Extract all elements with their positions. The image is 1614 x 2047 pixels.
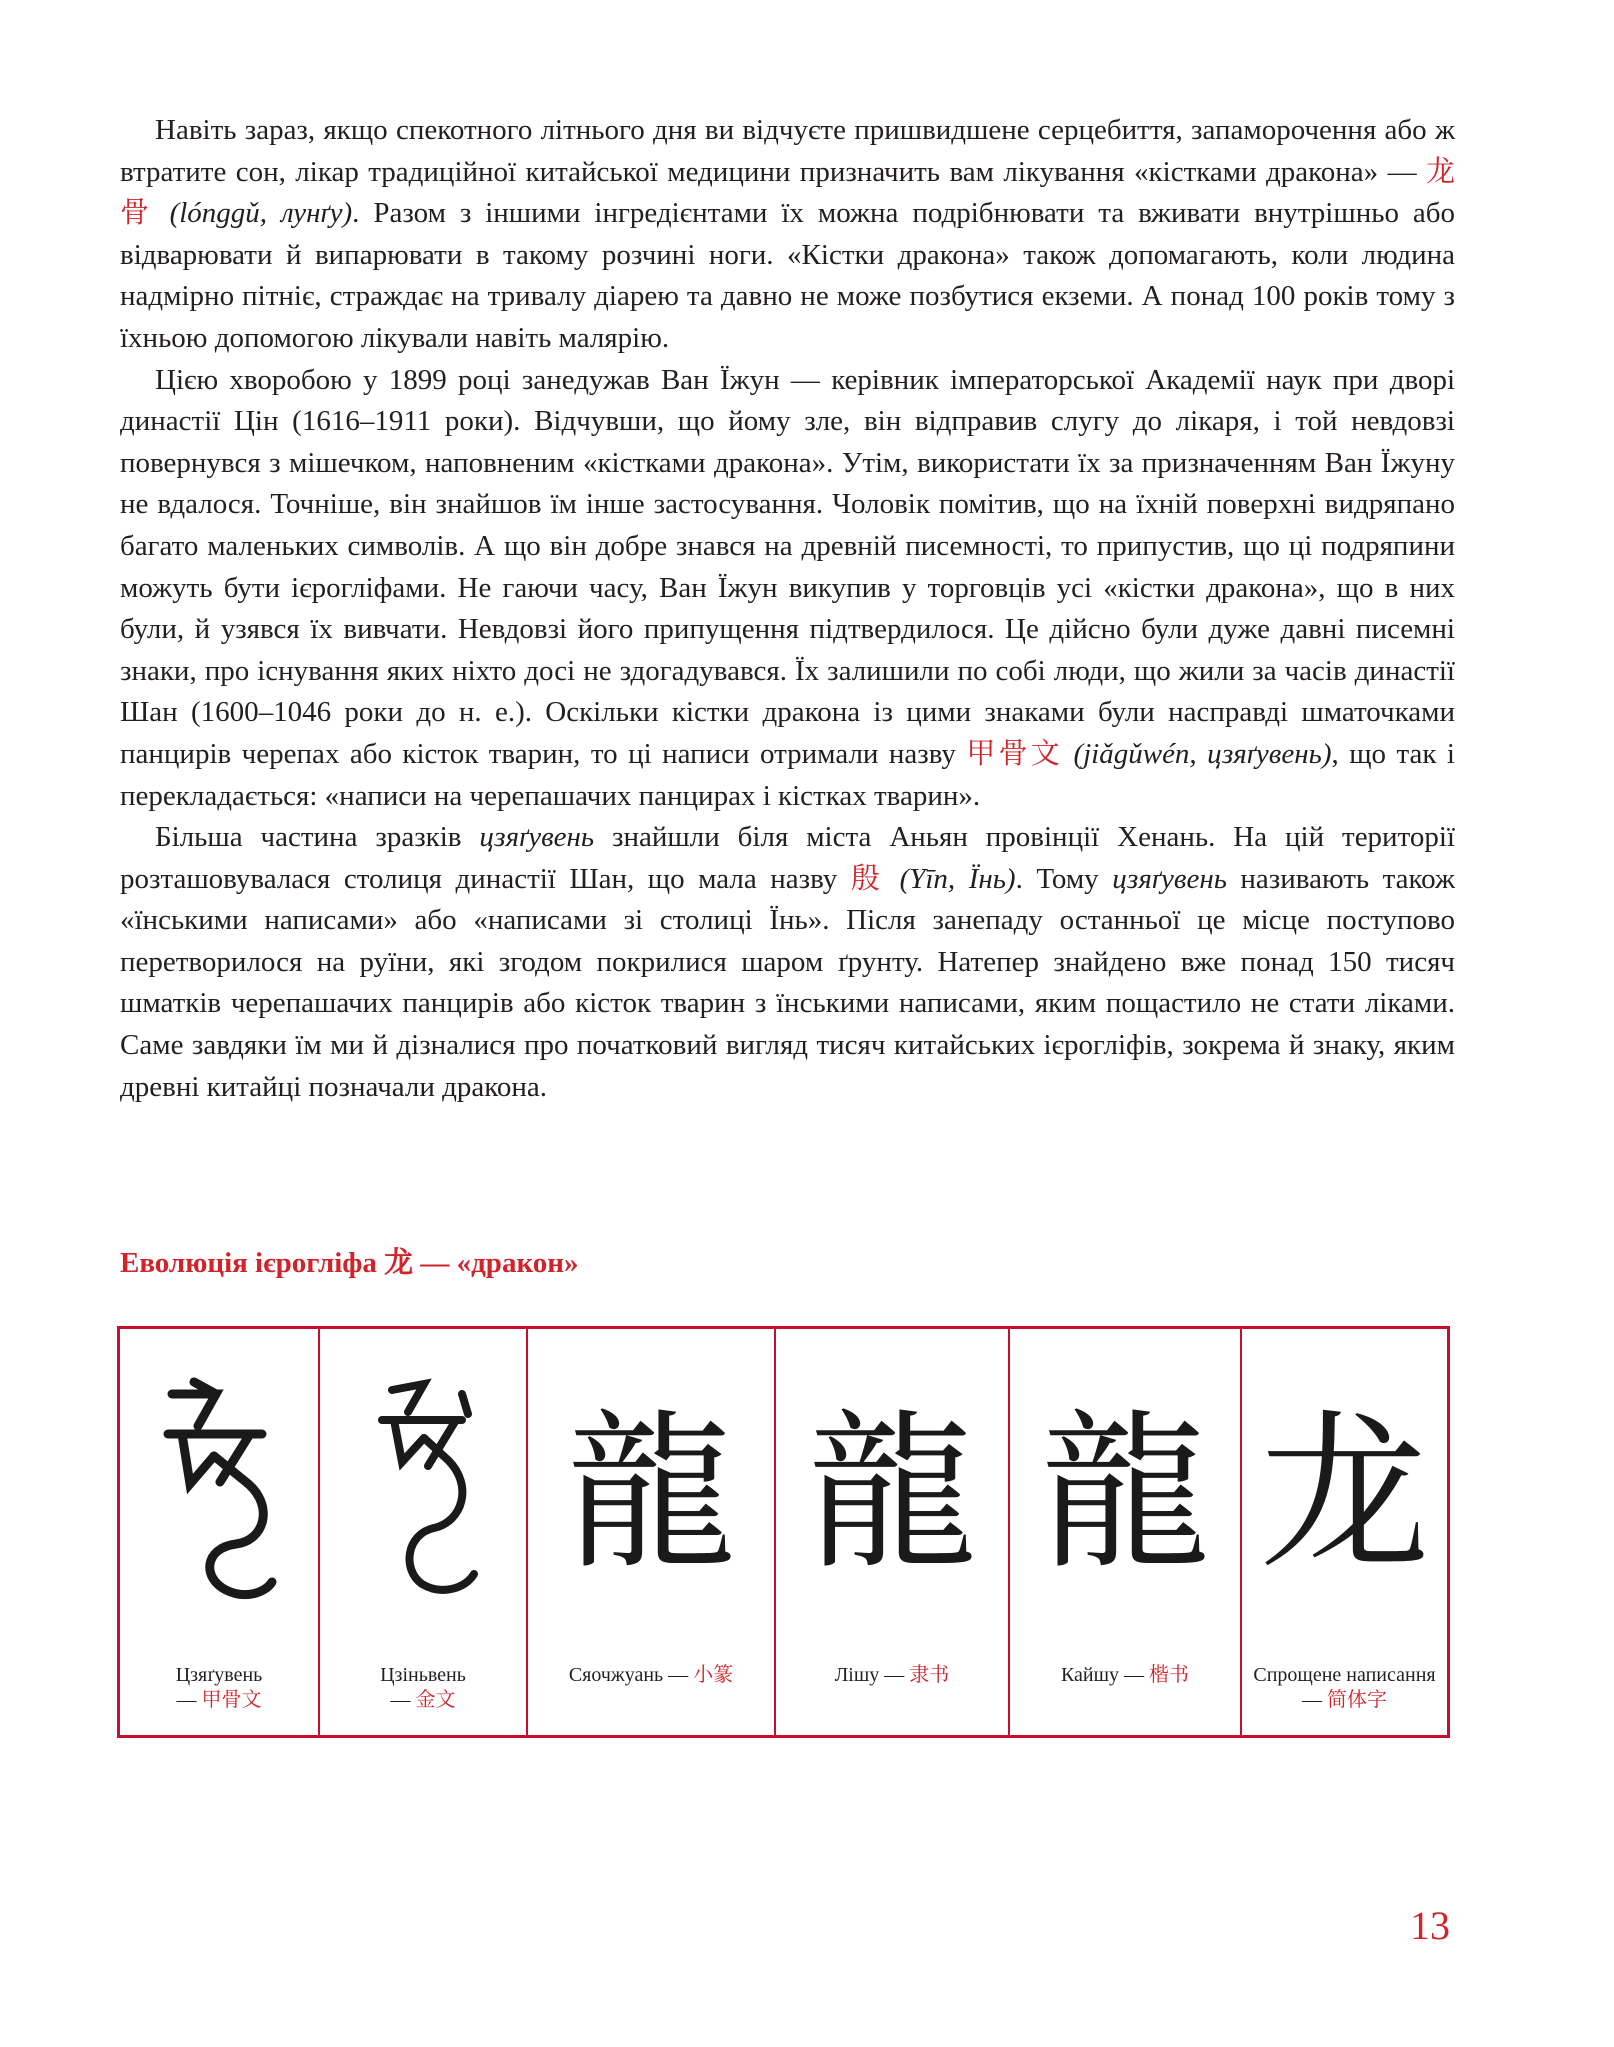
script-caption: Цзяґувень — 甲骨文 — [175, 1664, 263, 1711]
script-caption: Сяочжуань — 小篆 — [568, 1664, 734, 1686]
paragraph-3: Більша частина зразків цзяґувень знайшли біля міста Аньян провінції Хенань. На цій території розташовувалася столиця династії Шан, що мала назву 殷 (Yīn, Їнь). Тому цзяґувень називають також «їнськими написами» або «написами зі столиці Їнь». Після занепаду останньої це місце поступово перетворилося на руїни, які згодом покрилися шаром ґрунту. Натепер знайдено вже понад 150 тисяч шматків черепашачих панцирів або кісток тварин з їнськими написами, яким пощастило не стати ліками. Саме завдяки їм ми й дізналися про початковий вигляд тисяч китайських ієрогліфів, зокрема й знаку, яким древні китайці позначали дракона. — [120, 821, 1455, 1103]
hanzi-longgu: 龙骨 — [120, 155, 1455, 230]
script-caption: Спрощене написання — 简体字 — [1253, 1664, 1436, 1711]
paragraph-1: Навіть зараз, якщо спекотного літнього дня ви відчуєте пришвидшене серцебиття, запаморочення або ж втратите сон, лікар традиційної китайської медицини призначить вам лікування «кістками дракона» — 龙骨 (lónggǔ, лунґу). Разом з іншими інгредієнтами їх можна подрібнювати та вживати внутрішньо або відварювати й випарювати в такому розчині ноги. «Кістки дракона» також допомагають, коли людина надмірно пітніє, страждає на тривалу діарею та давно не може позбутися екземи. А понад 100 років тому з їхньою допомогою лікували навіть малярію. — [120, 114, 1455, 354]
script-caption: Кайшу — 楷书 — [1060, 1664, 1190, 1686]
term-jiaguwen: цзяґувень — [1112, 862, 1227, 895]
pinyin-longgu: (lónggǔ, лунґу) — [155, 197, 353, 230]
script-cell-simplified — [1242, 1329, 1447, 1735]
paragraph-2: Цією хворобою у 1899 році занедужав Ван Їжун — керівник імператорської Академії наук при дворі династії Цін (1616–1911 роки). Відчувши, що йому зле, він відправив слугу до лікаря, і той невдовзі повернувся з мішечком, наповненим «кістками дракона». Утім, використати їх за призначенням Ван Їжуну не вдалося. Точніше, він знайшов їм інше застосування. Чоловік помітив, що на їхній поверхні видряпано багато маленьких символів. А що він добре знався на древній писемності, то припустив, що ці подряпини можуть бути ієрогліфами. Не гаючи часу, Ван Їжун викупив у торговців усі «кістки дракона», що в них були, й узявся їх вивчати. Невдовзі його припущення підтвердилося. Це дійсно були дуже давні писемні знаки, про існування яких ніхто досі не здогадувався. Їх залишили по собі люди, що жили за часів династії Шан (1600–1046 роки до н. е.). Оскільки кістки дракона із цими знаками були насправді шматочками панцирів черепах або кісток тварин, то ці написи отримали назву 甲骨文 (jiǎgǔwén, цзяґувень), що так і перекладається: «написи на черепашачих панцирах і кістках тварин». — [120, 363, 1455, 812]
script-cell-lishu — [776, 1329, 1010, 1735]
seal-dragon-glyph: 龍 — [565, 1395, 736, 1593]
oracle-bone-dragon-icon — [120, 1339, 318, 1649]
script-caption: Лішу — 隶书 — [834, 1664, 950, 1686]
regular-dragon-glyph: 龍 — [1039, 1395, 1210, 1593]
dragon-evolution-panel — [117, 1326, 1450, 1738]
page-number: 13 — [1410, 1903, 1450, 1948]
hanzi-jiaguwen: 甲骨文 — [966, 737, 1063, 770]
pinyin-jiaguwen: (jiǎgǔwén, цзяґувень) — [1063, 737, 1332, 770]
clerical-dragon-glyph: 龍 — [806, 1395, 977, 1593]
script-cell-jiaguwen — [120, 1329, 320, 1735]
main-text — [120, 110, 1455, 1108]
script-caption: Цзіньвень — 金文 — [380, 1664, 466, 1711]
section-title-hanzi: 龙 — [384, 1247, 414, 1279]
pinyin-yin: (Yīn, Їнь) — [886, 862, 1016, 895]
section-title: Еволюція ієрогліфа 龙 — «дракон» — [120, 1247, 579, 1279]
hanzi-yin: 殷 — [850, 862, 887, 895]
script-cell-xiaozhuan — [528, 1329, 776, 1735]
term-jiaguwen: цзяґувень — [479, 821, 595, 854]
script-cell-jinwen — [320, 1329, 528, 1735]
simplified-dragon-glyph: 龙 — [1259, 1395, 1430, 1593]
script-cell-kaishu — [1010, 1329, 1242, 1735]
bronze-dragon-icon — [320, 1339, 526, 1649]
